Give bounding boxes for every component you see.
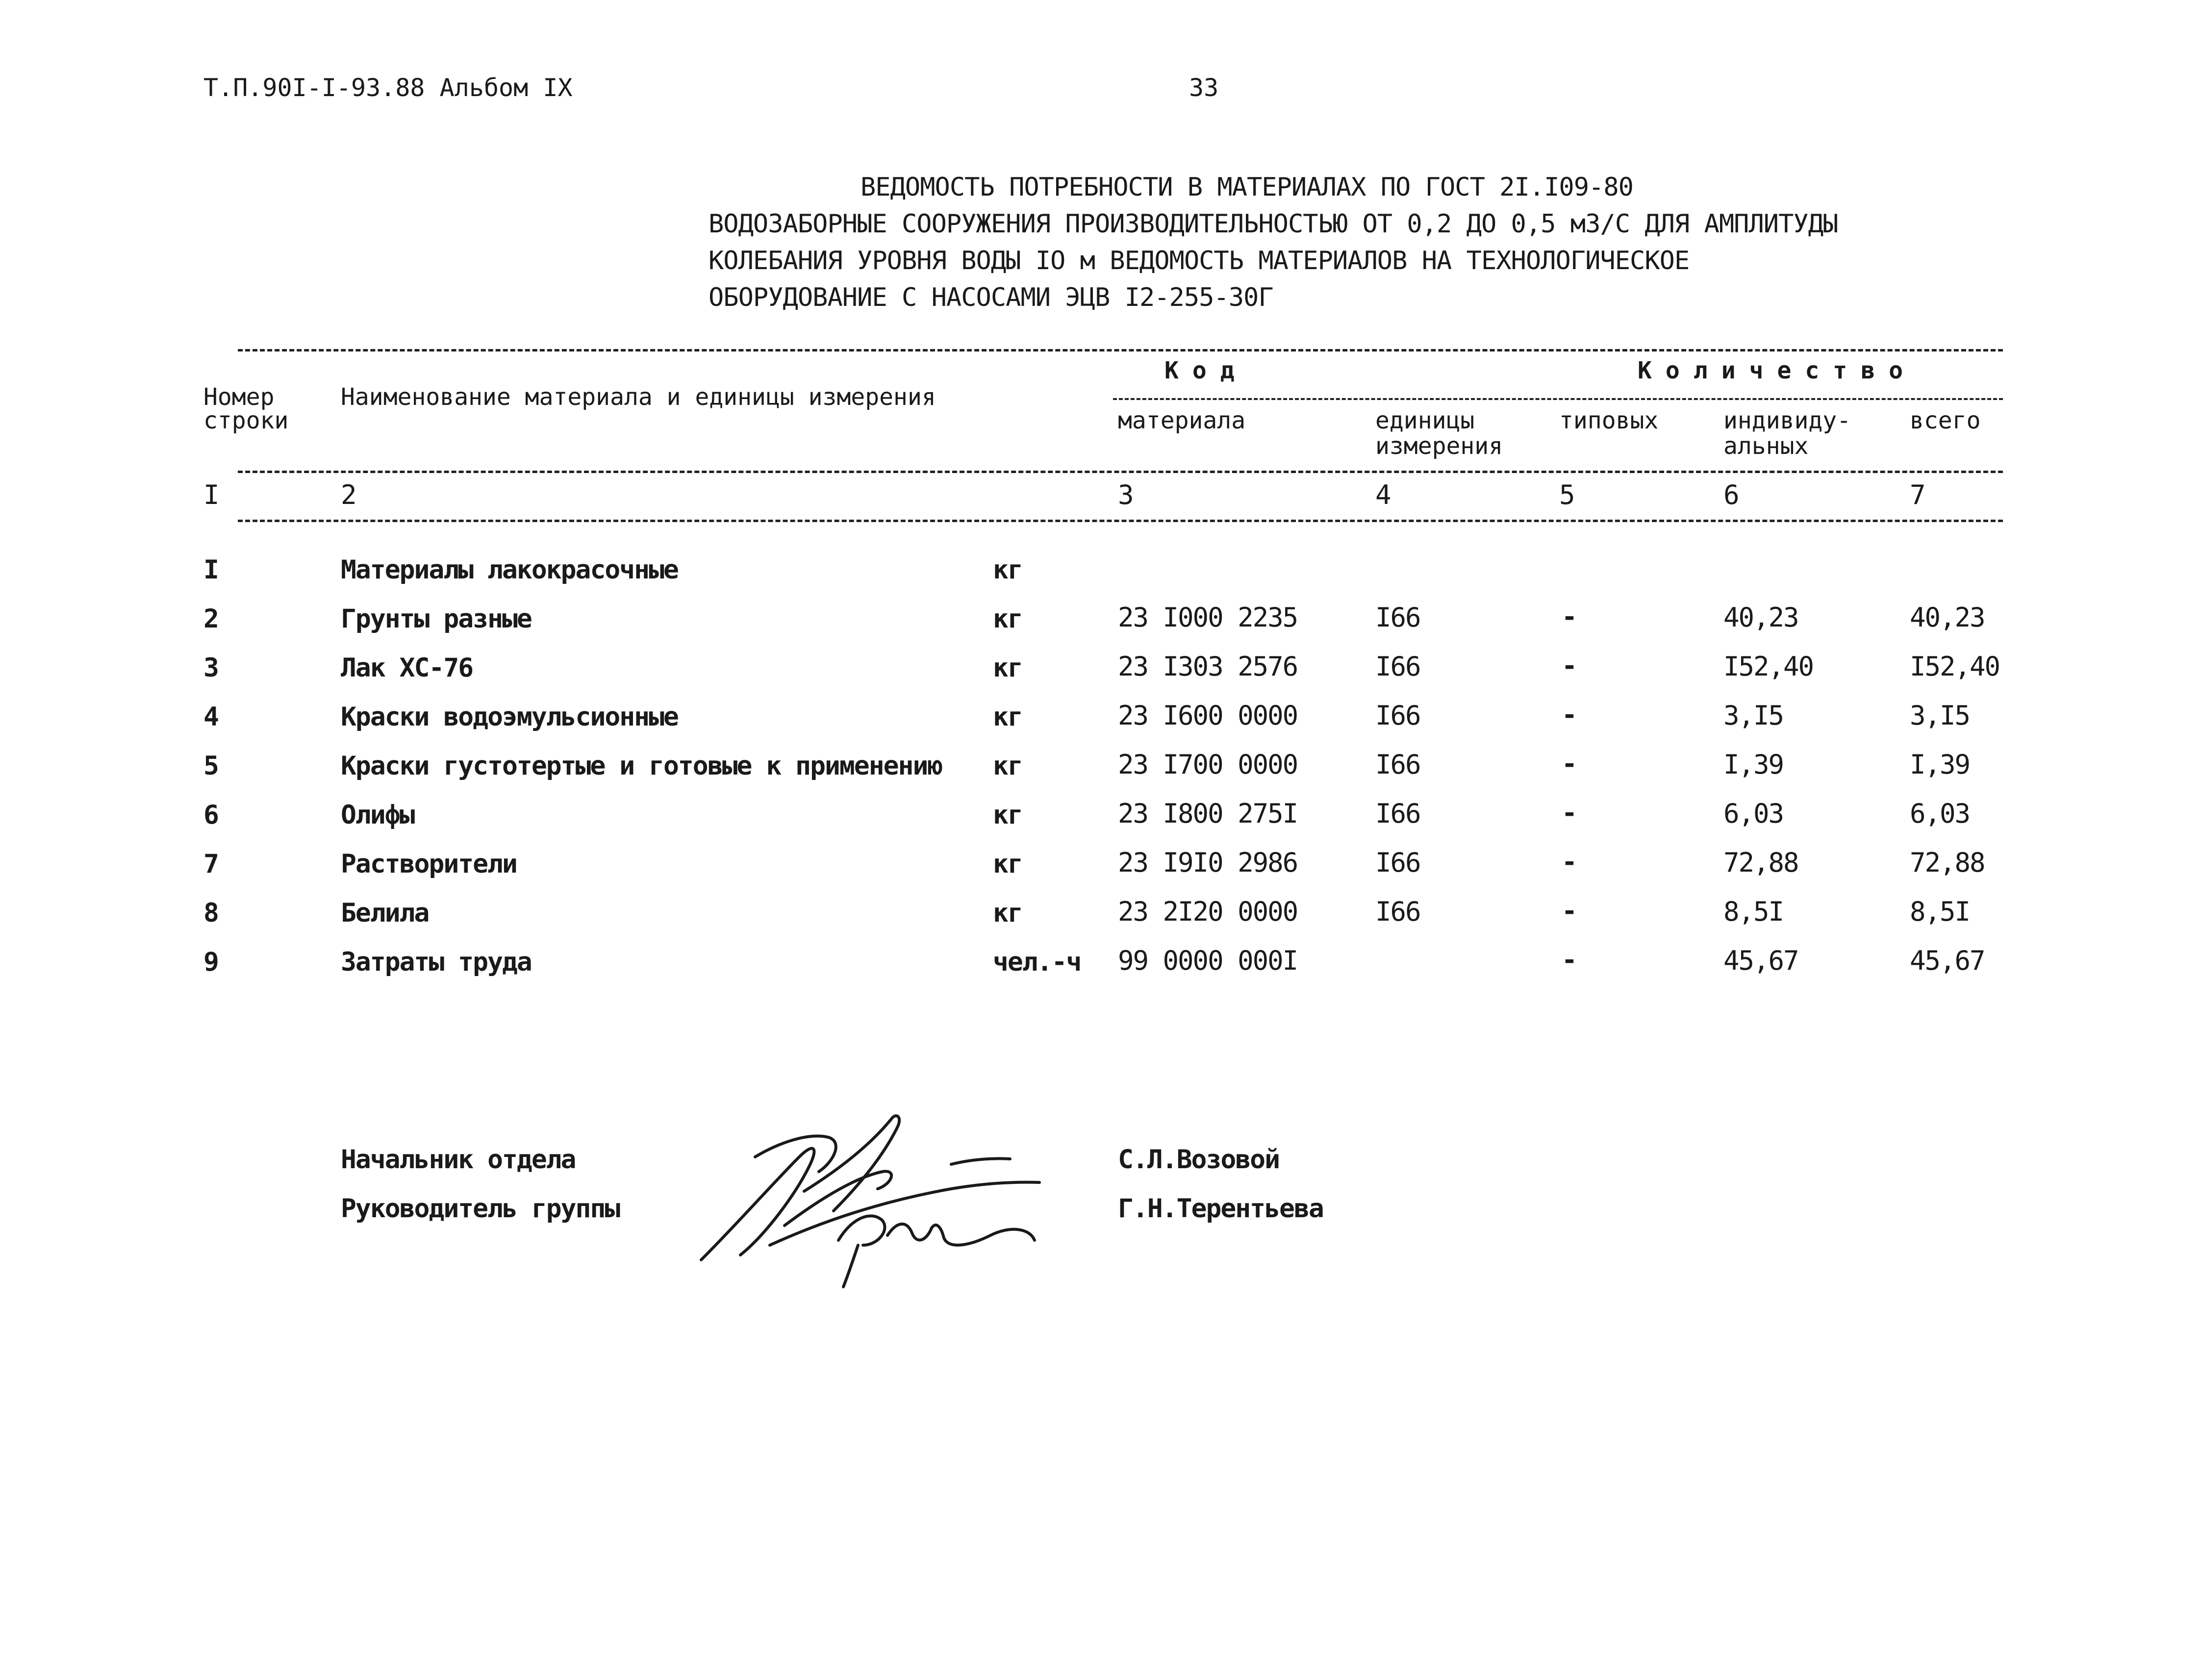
row-number: 9 bbox=[203, 947, 218, 977]
column-number-rule bbox=[238, 520, 2003, 522]
typical-quantity: - bbox=[1562, 798, 1576, 828]
title-line-3: КОЛЕБАНИЯ УРОВНЯ ВОДЫ IO м ВЕДОМОСТЬ МАТЕРИАЛОВ НА ТЕХНОЛОГИЧЕСКОЕ bbox=[708, 246, 1690, 276]
title-line-1: ВЕДОМОСТЬ ПОТРЕБНОСТИ В МАТЕРИАЛАХ ПО ГОСТ 2I.I09-80 bbox=[860, 173, 1633, 202]
row-number: 4 bbox=[203, 702, 218, 732]
header-individual-line2: альных bbox=[1723, 432, 1809, 460]
material-code: 23 2I20 0000 bbox=[1118, 896, 1298, 927]
header-material-name: Наименование материала и единицы измерения bbox=[341, 383, 936, 411]
material-code: 23 I000 2235 bbox=[1118, 602, 1298, 633]
total-quantity: 45,67 bbox=[1910, 945, 1985, 976]
handwritten-signature bbox=[696, 1098, 1088, 1294]
column-number-3: 3 bbox=[1118, 479, 1133, 510]
typical-quantity: - bbox=[1562, 847, 1576, 877]
total-quantity: 8,5I bbox=[1910, 896, 1970, 927]
unit: кг bbox=[993, 702, 1022, 732]
material-code: 23 I600 0000 bbox=[1118, 700, 1298, 731]
header-row-number-line2: строки bbox=[203, 407, 289, 434]
individual-quantity: 3,I5 bbox=[1723, 700, 1784, 731]
document-reference: Т.П.90I-I-93.88 Альбом IX bbox=[203, 74, 573, 102]
row-number: 5 bbox=[203, 751, 218, 781]
individual-quantity: 8,5I bbox=[1723, 896, 1784, 927]
total-quantity: 6,03 bbox=[1910, 798, 1970, 829]
individual-quantity: 45,67 bbox=[1723, 945, 1798, 976]
total-quantity: I,39 bbox=[1910, 749, 1970, 780]
column-number-5: 5 bbox=[1559, 479, 1574, 510]
signer-role: Начальник отдела bbox=[341, 1145, 576, 1175]
header-unit-code-line2: измерения bbox=[1375, 432, 1503, 460]
signer-role: Руководитель группы bbox=[341, 1194, 620, 1224]
individual-quantity: I,39 bbox=[1723, 749, 1784, 780]
row-number: 2 bbox=[203, 604, 218, 634]
row-number: 6 bbox=[203, 800, 218, 830]
material-code: 23 I800 275I bbox=[1118, 798, 1298, 829]
column-number-2: 2 bbox=[341, 479, 356, 510]
header-individual-line1: индивиду- bbox=[1723, 407, 1851, 434]
unit: кг bbox=[993, 849, 1022, 879]
title-line-4: ОБОРУДОВАНИЕ С НАСОСАМИ ЭЦВ I2-255-30Г bbox=[708, 283, 1273, 312]
material-code: 23 I700 0000 bbox=[1118, 749, 1298, 780]
unit: кг bbox=[993, 604, 1022, 634]
header-total: всего bbox=[1910, 407, 1981, 434]
material-code: 23 I9I0 2986 bbox=[1118, 847, 1298, 878]
header-sub-rule bbox=[1113, 398, 2003, 400]
total-quantity: 3,I5 bbox=[1910, 700, 1970, 731]
column-number-6: 6 bbox=[1723, 479, 1739, 510]
unit-code: I66 bbox=[1375, 847, 1420, 878]
unit: кг bbox=[993, 653, 1022, 683]
typical-quantity: - bbox=[1562, 651, 1576, 681]
unit-code: I66 bbox=[1375, 749, 1420, 780]
total-quantity: 40,23 bbox=[1910, 602, 1985, 633]
typical-quantity: - bbox=[1562, 602, 1576, 632]
unit: кг bbox=[993, 555, 1022, 585]
material-name: Затраты труда bbox=[341, 947, 531, 977]
material-code: 99 0000 000I bbox=[1118, 945, 1298, 976]
individual-quantity: 72,88 bbox=[1723, 847, 1798, 878]
material-name: Лак ХС-76 bbox=[341, 653, 473, 683]
header-quantity-group: Количество bbox=[1638, 357, 1917, 384]
material-name: Растворители bbox=[341, 849, 517, 879]
page-number: 33 bbox=[1189, 74, 1219, 102]
header-row-number-line1: Номер bbox=[203, 383, 275, 411]
material-name: Материалы лакокрасочные bbox=[341, 555, 678, 585]
header-unit-code-line1: единицы bbox=[1375, 407, 1475, 434]
header-typical: типовых bbox=[1559, 407, 1659, 434]
typical-quantity: - bbox=[1562, 700, 1576, 730]
individual-quantity: 6,03 bbox=[1723, 798, 1784, 829]
row-number: 3 bbox=[203, 653, 218, 683]
unit-code: I66 bbox=[1375, 651, 1420, 682]
unit-code: I66 bbox=[1375, 798, 1420, 829]
typical-quantity: - bbox=[1562, 896, 1576, 926]
unit: чел.-ч bbox=[993, 947, 1081, 977]
material-name: Олифы bbox=[341, 800, 414, 830]
row-number: 8 bbox=[203, 898, 218, 928]
unit: кг bbox=[993, 898, 1022, 928]
individual-quantity: 40,23 bbox=[1723, 602, 1798, 633]
header-code-group: Код bbox=[1164, 357, 1248, 384]
unit-code: I66 bbox=[1375, 602, 1420, 633]
row-number: 7 bbox=[203, 849, 218, 879]
material-name: Грунты разные bbox=[341, 604, 531, 634]
column-number-7: 7 bbox=[1910, 479, 1925, 510]
typical-quantity: - bbox=[1562, 749, 1576, 779]
column-number-4: 4 bbox=[1375, 479, 1391, 510]
unit-code: I66 bbox=[1375, 700, 1420, 731]
header-material-code: материала bbox=[1118, 407, 1246, 434]
table-top-rule bbox=[238, 349, 2003, 351]
material-name: Краски водоэмульсионные bbox=[341, 702, 678, 732]
material-name: Краски густотертые и готовые к применению bbox=[341, 751, 942, 781]
column-number-1: I bbox=[203, 479, 219, 510]
material-code: 23 I303 2576 bbox=[1118, 651, 1298, 682]
signer-name: С.Л.Возовой bbox=[1118, 1145, 1279, 1175]
signer-name: Г.Н.Терентьева bbox=[1118, 1194, 1323, 1224]
unit: кг bbox=[993, 751, 1022, 781]
material-name: Белила bbox=[341, 898, 429, 928]
individual-quantity: I52,40 bbox=[1723, 651, 1814, 682]
typical-quantity: - bbox=[1562, 945, 1576, 975]
unit: кг bbox=[993, 800, 1022, 830]
row-number: I bbox=[203, 555, 218, 585]
title-line-2: ВОДОЗАБОРНЫЕ СООРУЖЕНИЯ ПРОИЗВОДИТЕЛЬНОСТЬЮ ОТ 0,2 ДО 0,5 м3/С ДЛЯ АМПЛИТУДЫ bbox=[708, 209, 1838, 239]
total-quantity: 72,88 bbox=[1910, 847, 1985, 878]
header-rule bbox=[238, 471, 2003, 473]
unit-code: I66 bbox=[1375, 896, 1420, 927]
total-quantity: I52,40 bbox=[1910, 651, 2000, 682]
